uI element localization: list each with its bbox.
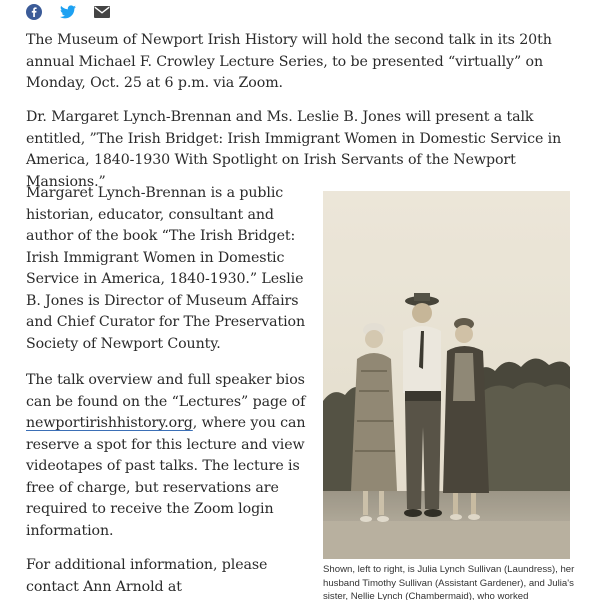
talk-title-paragraph: Dr. Margaret Lynch-Brennan and Ms. Leslie B. Jones will present a talk entitled, ”The Irish Bridget: Irish Immigrant Women in Domestic Service in America, 1840-1930 With Spotlight on Irish Servants of the Newport Mansions.” <box>26 109 562 190</box>
photo-caption: Shown, left to right, is Julia Lynch Sullivan (Laundress), her husband Timothy Sullivan (Assistant Gardener), and Julia's sister, Nellie Lynch (Chambermaid), who worked <box>323 564 575 600</box>
share-bar <box>26 3 110 21</box>
speakers-paragraph: Margaret Lynch-Brennan is a public historian, educator, consultant and author of the book “The Irish Bridget: Irish Immigrant Women in Domestic Service in America, 1840-1930.” Leslie B. Jones is Director of Museum Affairs and Chief Curator for The Preservation Society of Newport County. <box>26 185 306 352</box>
museum-website-link[interactable]: newportirishhistory.org <box>26 415 193 431</box>
envelope-icon[interactable] <box>94 6 110 18</box>
historic-photo <box>323 191 570 559</box>
contact-paragraph: For additional information, please contact Ann Arnold at <box>26 557 268 595</box>
lectures-text-before: The talk overview and full speaker bios can be found on the “Lectures” page of <box>26 372 306 410</box>
twitter-icon[interactable] <box>60 5 76 19</box>
lectures-paragraph <box>26 370 306 542</box>
lectures-text-after: , where you can reserve a spot for this lecture and view videotapes of past talks. The lecture is free of charge, but reservations are required to receive the Zoom login information. <box>26 415 306 539</box>
facebook-icon[interactable] <box>26 4 42 20</box>
intro-paragraph: The Museum of Newport Irish History will hold the second talk in its 20th annual Michael F. Crowley Lecture Series, to be presented “virtually” on Monday, Oct. 25 at 6 p.m. via Zoom. <box>26 32 552 91</box>
